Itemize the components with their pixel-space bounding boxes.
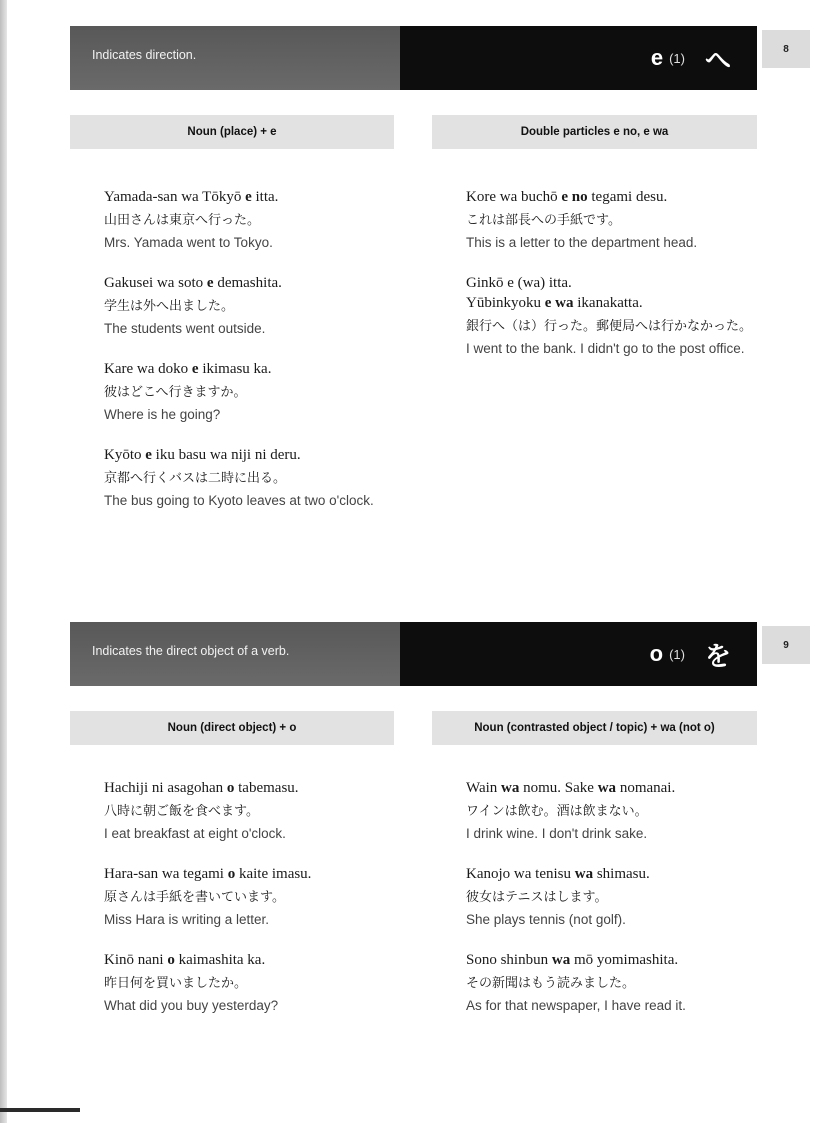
example-romaji: Kyōto e iku basu wa niji ni deru.	[104, 447, 301, 463]
example-romaji: Kare wa doko e ikimasu ka.	[104, 361, 272, 377]
section-tab: 9	[762, 626, 810, 664]
right-examples-column	[466, 187, 766, 379]
example-romaji: Hachiji ni asagohan o tabemasu.	[104, 780, 299, 796]
example-japanese: 彼女はテニスはします。	[466, 889, 608, 904]
particle-romaji: e	[650, 45, 664, 70]
example-sentence	[466, 273, 766, 359]
example-japanese: 京都へ行くバスは二時に出る。	[104, 470, 287, 485]
example-translation: As for that newspaper, I have read it.	[466, 998, 686, 1013]
example-translation: What did you buy yesterday?	[104, 998, 279, 1013]
example-translation: Where is he going?	[104, 407, 221, 422]
left-examples-column	[104, 778, 404, 1036]
page-spine	[0, 0, 7, 1123]
example-sentence	[104, 445, 404, 511]
example-sentence	[104, 359, 404, 425]
section-tab: 8	[762, 30, 810, 68]
example-japanese: 山田さんは東京へ行った。	[104, 212, 261, 227]
banner-particle-area	[400, 26, 757, 90]
example-romaji: Hara-san wa tegami o kaite imasu.	[104, 866, 312, 882]
left-column-heading: Noun (place) + e	[70, 115, 394, 149]
example-sentence	[104, 778, 404, 844]
example-sentence	[104, 187, 404, 253]
example-japanese: 八時に朝ご飯を食べます。	[104, 803, 259, 818]
example-translation: I eat breakfast at eight o'clock.	[104, 826, 286, 841]
section-description: Indicates the direct object of a verb.	[92, 644, 290, 658]
particle-kana: を	[704, 641, 731, 671]
example-sentence	[466, 864, 766, 930]
example-sentence	[104, 864, 404, 930]
example-romaji: Yamada-san wa Tōkyō e itta.	[104, 189, 279, 205]
particle-kana: へ	[704, 45, 731, 75]
example-translation: I drink wine. I don't drink sake.	[466, 826, 648, 841]
banner-description-area	[70, 622, 400, 686]
example-translation: Miss Hara is writing a letter.	[104, 912, 270, 927]
example-japanese: 学生は外へ出ました。	[104, 298, 235, 313]
example-romaji: Gakusei wa soto e demashita.	[104, 275, 282, 291]
example-sentence	[104, 273, 404, 339]
example-sentence	[466, 778, 766, 844]
example-romaji: Wain wa nomu. Sake wa nomanai.	[466, 780, 676, 796]
example-romaji: Kinō nani o kaimashita ka.	[104, 952, 266, 968]
example-romaji: Kanojo wa tenisu wa shimasu.	[466, 866, 650, 882]
right-column-heading: Double particles e no, e wa	[432, 115, 757, 149]
section-banner-e	[70, 26, 757, 90]
example-translation: I went to the bank. I didn't go to the post office.	[466, 341, 745, 356]
example-romaji: Ginkō e (wa) itta. Yūbinkyoku e wa ikanakatta.	[466, 275, 643, 311]
particle-number: (1)	[669, 50, 685, 66]
example-sentence	[466, 950, 766, 1016]
particle-number: (1)	[669, 646, 685, 662]
example-translation: The bus going to Kyoto leaves at two o'clock.	[104, 493, 374, 508]
example-translation: The students went outside.	[104, 321, 266, 336]
example-translation: She plays tennis (not golf).	[466, 912, 626, 927]
example-japanese: 銀行へ（は）行った。郵便局へは行かなかった。	[466, 318, 753, 333]
section-description: Indicates direction.	[92, 48, 197, 62]
left-column-heading: Noun (direct object) + o	[70, 711, 394, 745]
example-translation: This is a letter to the department head.	[466, 235, 698, 250]
left-examples-column	[104, 187, 404, 531]
page-edge-shadow	[0, 1108, 80, 1112]
banner-particle-area	[400, 622, 757, 686]
example-japanese: 彼はどこへ行きますか。	[104, 384, 247, 399]
example-japanese: 昨日何を買いましたか。	[104, 975, 248, 990]
example-japanese: 原さんは手紙を書いています。	[104, 889, 285, 904]
example-japanese: その新聞はもう読みました。	[466, 975, 636, 990]
right-examples-column	[466, 778, 766, 1036]
section-banner-o	[70, 622, 757, 686]
example-sentence	[104, 950, 404, 1016]
example-japanese: これは部長への手紙です。	[466, 212, 621, 227]
example-translation: Mrs. Yamada went to Tokyo.	[104, 235, 273, 250]
banner-description-area	[70, 26, 400, 90]
example-romaji: Kore wa buchō e no tegami desu.	[466, 189, 668, 205]
example-romaji: Sono shinbun wa mō yomimashita.	[466, 952, 679, 968]
example-sentence	[466, 187, 766, 253]
right-column-heading: Noun (contrasted object / topic) + wa (not o)	[432, 711, 757, 745]
particle-romaji: o	[649, 641, 664, 666]
example-japanese: ワインは飲む。酒は飲まない。	[466, 803, 648, 818]
